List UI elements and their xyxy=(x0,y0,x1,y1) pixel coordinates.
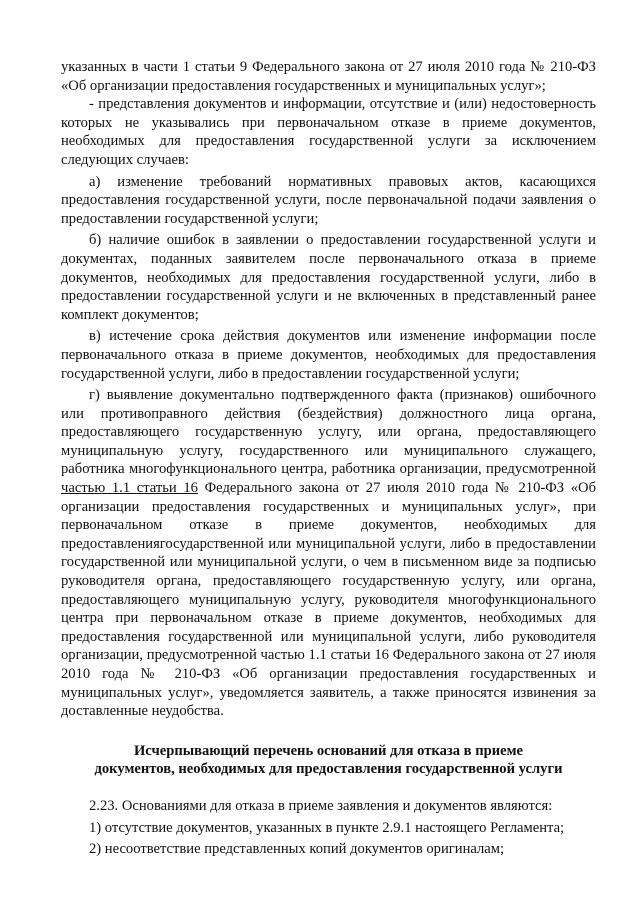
paragraph-item-g-text-2: Федерального закона от 27 июля 2010 года № 210-ФЗ «Об организации предоставления государственных и муниципальных услуг», при первоначальном отказе в приеме документов, необходимых для предоставлениягосударственной или муниципальной услуги, либо в предоставлении государственной или муниципальной услуги, о чем в письменном виде за подписью руководителя органа, предоставляющего государственную услугу, или органа, предоставляющего муниципальную услугу, руководителя многофункционального центра при первоначальном отказе в приеме документов, необходимых для предоставления государственной или муниципальной услуги, либо руководителя организации, предусмотренной частью 1.1 статьи 16 Федерального закона от 27 июля 2010 года № 210-ФЗ «Об организации предоставления государственных и муниципальных услуг», уведомляется заявитель, а также приносятся извинения за доставленные неудобства. xyxy=(61,480,596,720)
paragraph-item-g xyxy=(61,386,596,721)
list-item-2: 2) несоответствие представленных копий документов оригиналам; xyxy=(89,841,505,858)
paragraph-item-b: б) наличие ошибок в заявлении о предоставлении государственной услуги и документах, поданных заявителем после первоначального отказа в приеме документов, необходимых для предоставления государственной услуги, либо в предоставлении государственной услуги и не включенных в представленный ранее комплект документов; xyxy=(61,232,596,323)
list-item-1: 1) отсутствие документов, указанных в пункте 2.9.1 настоящего Регламента; xyxy=(89,819,565,836)
section-heading xyxy=(61,742,596,779)
document-body xyxy=(61,58,596,859)
paragraph-documents-exception: - представления документов и информации, отсутствие и (или) недостоверность которых не указывались при первоначальном отказе в приеме документов, необходимых для предоставления государственной услуги за исключением следующих случаев: xyxy=(61,96,596,168)
paragraph-continuation: указанных в части 1 статьи 9 Федерального закона от 27 июля 2010 года № 210-ФЗ «Об организации предоставления государственных и муниципальных услуг»; xyxy=(61,59,596,94)
paragraph-item-v: в) истечение срока действия документов или изменение информации после первоначального отказа в приеме документов, необходимых для предоставления государственной услуги, либо в предоставлении государственной услуги; xyxy=(61,328,596,382)
law-reference-link[interactable]: частью 1.1 статьи 16 xyxy=(61,480,198,497)
paragraph-item-g-text-1: г) выявление документально подтвержденного факта (признаков) ошибочного или противоправного действия (бездействия) должностного лица органа, предоставляющего государственную услугу, или органа, предоставляющего муниципальную услугу, государственного или муниципального служащего, работника многофункционального центра, работника организации, предусмотренной xyxy=(61,387,596,478)
paragraph-2-23: 2.23. Основаниями для отказа в приеме заявления и документов являются: xyxy=(89,797,553,814)
section-heading-line-1: Исчерпывающий перечень оснований для отказа в приеме xyxy=(133,742,524,759)
paragraph-item-a: а) изменение требований нормативных правовых актов, касающихся предоставления государственной услуги, после первоначальной подачи заявления о предоставлении государственной услуги; xyxy=(61,173,596,227)
section-heading-line-2: документов, необходимых для предоставления государственной услуги xyxy=(94,761,563,778)
